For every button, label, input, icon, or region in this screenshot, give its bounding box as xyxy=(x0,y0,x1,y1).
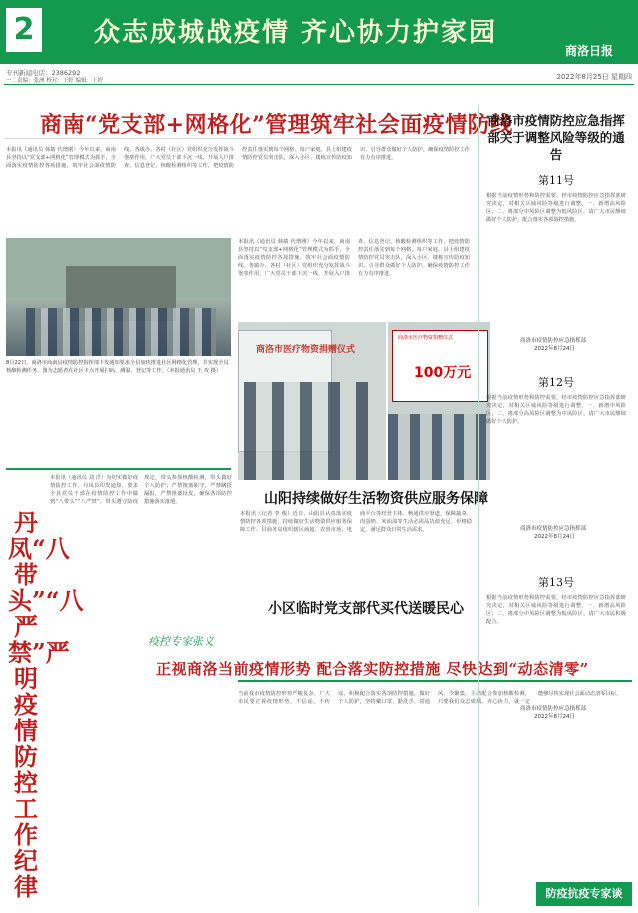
notice-number-11: 第11号 xyxy=(538,174,574,187)
bottom-section-tag: 防疫抗疫专家谈 xyxy=(536,882,632,906)
side-story-body: 本报讯（通讯员 刘 洋）为切实做好疫情防控工作，丹凤县印发通知，要求全县党员干部在疫情防控工作中做到“八带头”“八严禁”，带头遵守防疫规定，带头参加核酸检测，带头做好个人防护；严禁擅离职守，严禁瞒报漏报，严禁推诿扯皮，确保各项防控措施落实落地。 xyxy=(50,475,232,506)
edition-line-1: 专刊新闻电话：2386292 xyxy=(6,69,81,77)
newspaper-logo: 商洛日报 xyxy=(565,44,614,58)
notice-date-11: 2022年8月24日 xyxy=(534,346,575,352)
expert-talk-body: 当前我市疫情防控形势严峻复杂，广大市民要正视疫情形势，不信谣、不传谣，积极配合落实各项防控措施，做好个人防护，坚持戴口罩、勤洗手、常通风、少聚集，主动配合参加核酸检测。只要我们众志成城、齐心协力，就一定能够尽快实现社会面动态清零目标。 xyxy=(238,691,622,706)
cheque-amount: 100万元 xyxy=(414,365,472,381)
side-story-title: 丹凤“八带头”“八严禁”严明疫情防控工作纪律 xyxy=(8,508,84,901)
news-photo-cheque xyxy=(388,322,490,480)
news-photo-checkpoint xyxy=(6,238,231,356)
notice-body-13: 根据当前疫情形势和防控需要，经市疫情防控应急指挥部研究决定，对相关区域风险等级进行调整。一、新增高风险区；二、将部分中风险区调整为低风险区。请广大市民积极配合。 xyxy=(486,595,626,626)
page-number: 2 xyxy=(6,8,42,52)
donation-story-title: 山阳持续做好生活物资供应服务保障 xyxy=(264,491,488,507)
notice-signer-11: 商洛市疫情防控应急指挥部 xyxy=(520,338,587,344)
notice-title: 商洛市疫情防控应急指挥部关于调整风险等级的通告 xyxy=(487,113,625,162)
masthead-banner xyxy=(0,0,638,64)
community-story-title: 小区临时党支部代买代送暖民心 xyxy=(268,601,464,617)
notice-date-12: 2022年8月24日 xyxy=(534,534,575,540)
notice-number-12: 第12号 xyxy=(538,376,574,389)
edition-line-2: 一二责编：张洲 校对：王婷 编辑：王婷 xyxy=(6,78,103,84)
notice-signer-13: 商洛市疫情防控应急指挥部 xyxy=(520,706,587,712)
cheque-caption: 商洛市医疗物资捐赠仪式 xyxy=(398,335,454,341)
donation-story-body: 本报讯（记者 李 俊）近日，山阳县认真落实疫情防控各项措施，持续做好生活物资供应服务保障工作。县商务局组织辖区商超、农贸市场、电商平台等经营主体，畅通供应渠道，保障蔬菜、肉蛋奶、米面油等生活必需品货源充足、价格稳定，满足群众日常生活需求。 xyxy=(240,511,472,534)
expert-talk-title: 正视商洛当前疫情形势 配合落实防控措施 尽快达到“动态清零” xyxy=(156,660,589,678)
issue-date: 2022年8月25日 星期四 xyxy=(556,73,632,81)
edition-info xyxy=(4,66,634,82)
side-story-rule xyxy=(6,468,231,470)
notice-body-12: 根据当前疫情形势和防控需要，经市疫情防控应急指挥部研究决定，对相关区域风险等级进行调整。一、新增中风险区；二、将部分高风险区调整为中风险区。请广大市民继续做好个人防护。 xyxy=(486,395,626,426)
notice-body-11: 根据当前疫情形势和防控需要，经市疫情防控应急指挥部研究决定，对相关区域风险等级进行调整。一、新增高风险区；二、将部分中风险区调整为低风险区。请广大市民继续做好个人防护，配合落实各项防控措施。 xyxy=(486,193,626,224)
main-story-body: 本报讯（通讯员 韩婧 代增刚）今年以来，商南县坚持以“党支部+网格化”管理模式为抓手，全面落实疫情防控各项措施，筑牢社会面疫情防线。各镇办、各村（社区）党组织充分发挥战斗堡垒作用，广大党员干部下沉一线，开展入户排查、信息登记、核酸检测组织等工作，把疫情防控责任落实到每个网格、每户家庭。县上组建疫情防控党员突击队，深入小区、楼栋宣传防疫知识，引导群众做好个人防护，确保疫情防控工作有力有序推进。 xyxy=(6,147,470,170)
news-photo-donation xyxy=(238,322,386,480)
main-story-body-continued: 本报讯（通讯员 韩婧 代增刚）今年以来，商南县坚持以“党支部+网格化”管理模式为抓手，全面落实疫情防控各项措施，筑牢社会面疫情防线。各镇办、各村（社区）党组织充分发挥战斗堡垒作用，广大党员干部下沉一线，开展入户排查、信息登记、核酸检测组织等工作，把疫情防控责任落实到每个网格、每户家庭。县上组建疫情防控党员突击队，深入小区、楼栋宣传防疫知识，引导群众做好个人防护，确保疫情防控工作有力有序推进。 xyxy=(238,239,470,278)
notice-signer-12: 商洛市疫情防控应急指挥部 xyxy=(520,526,587,532)
notice-number-13: 第13号 xyxy=(538,576,574,589)
masthead-headline: 众志成城战疫情 齐心协力护家园 xyxy=(94,18,498,48)
title-divider xyxy=(4,138,470,139)
main-story-title: 商南“党支部+网格化”管理筑牢社会面疫情防线 xyxy=(40,112,513,138)
photo-caption: 8月22日，商洛市商南县疫情防控指挥部下发通知要求全县加快推进社区网格化管理，并实现全员核酸检测任务。图为志愿者在社区卡点开展扫码、测温、登记等工作。（本报通讯员 王 攻 摄） xyxy=(6,360,229,374)
notice-date-13: 2022年8月24日 xyxy=(534,714,575,720)
expert-kicker: 疫控专家张义 xyxy=(148,635,214,648)
masthead-rule xyxy=(4,84,634,85)
donation-ceremony-board: 商洛市医疗物资捐赠仪式 xyxy=(256,345,356,355)
